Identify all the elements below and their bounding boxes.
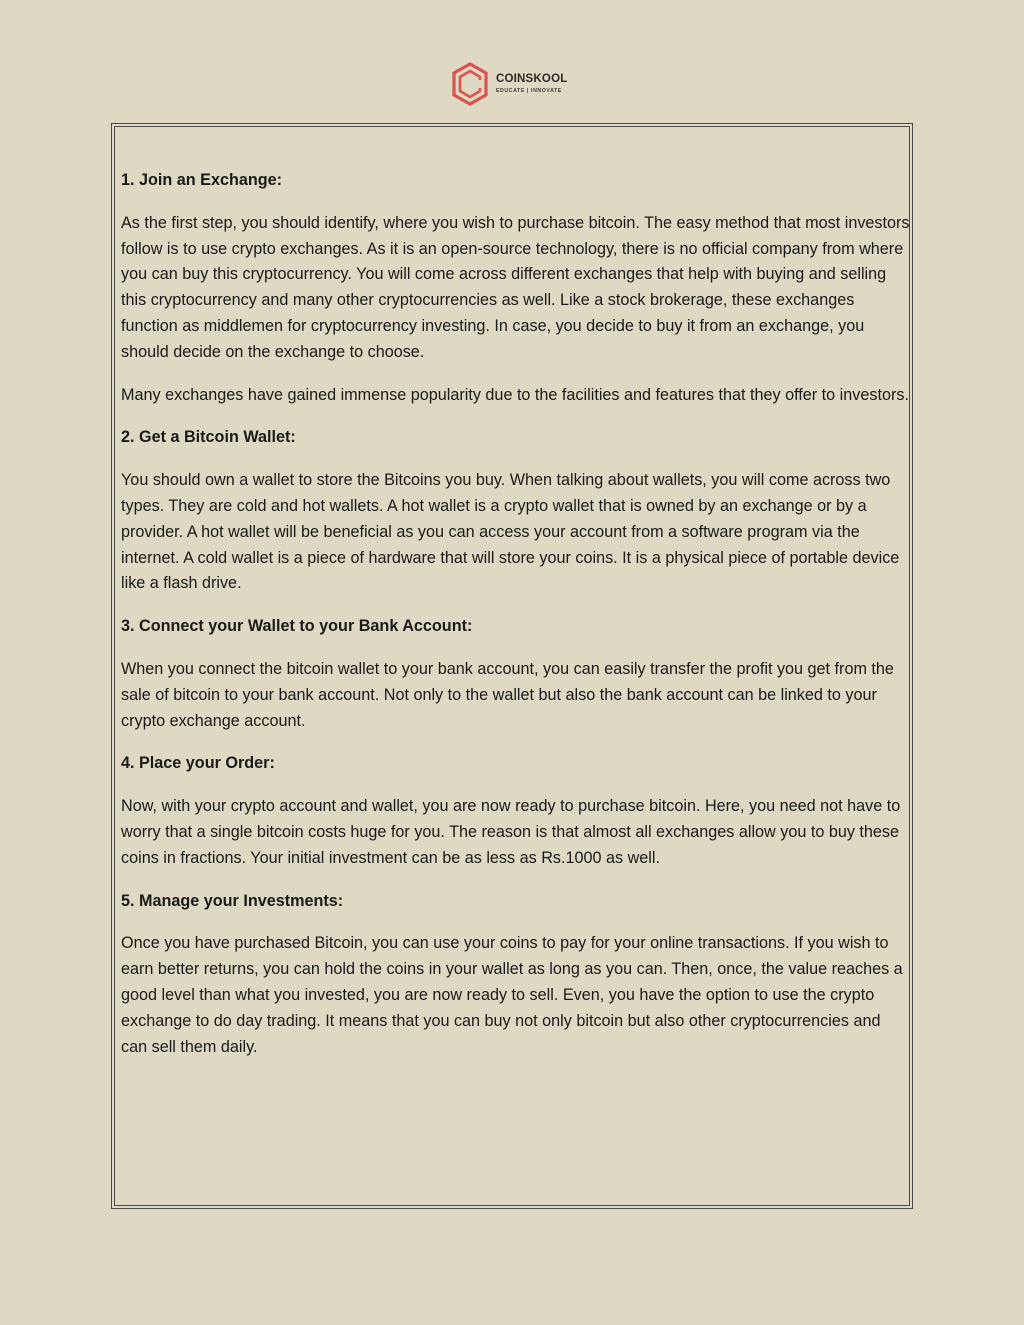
- brand-text: [496, 74, 567, 94]
- section-heading: 4. Place your Order:: [121, 754, 275, 773]
- section-heading: 5. Manage your Investments:: [121, 891, 344, 910]
- section-paragraph: Once you have purchased Bitcoin, you can use your coins to pay for your online transactions. If you wish to earn better returns, you can hold the coins in your wallet as long as you can. Then, once, the value reaches a good level than what you invested, you are now ready to sell. Even, you have the option to use the crypto exchange to do day trading. It means that you can buy not only bitcoin but also other cryptocurrencies and can sell them daily.: [121, 934, 903, 1056]
- section-paragraph: When you connect the bitcoin wallet to your bank account, you can easily transfer the profit you get from the sale of bitcoin to your bank account. Not only to the wallet but also the bank account can be linked to your crypto exchange account.: [121, 659, 894, 730]
- article-body: [121, 168, 911, 1077]
- section-paragraph: You should own a wallet to store the Bitcoins you buy. When talking about wallets, you will come across two types. They are cold and hot wallets. A hot wallet is a crypto wallet that is owned by an exchange or by a provider. A hot wallet will be beneficial as you can access your account from a software program via the internet. A cold wallet is a piece of hardware that will store your coins. It is a physical piece of portable device like a flash drive.: [121, 471, 900, 593]
- brand-logo: [451, 62, 567, 106]
- section-paragraph: Many exchanges have gained immense popularity due to the facilities and features that they offer to investors.: [121, 385, 909, 404]
- section-paragraph: Now, with your crypto account and wallet, you are now ready to purchase bitcoin. Here, you need not have to worry that a single bitcoin costs huge for you. The reason is that almost all exchanges allow you to buy these coins in fractions. Your initial investment can be as less as Rs.1000 as well.: [121, 797, 901, 867]
- brand-tagline: EDUCATE | INNOVATE: [496, 87, 562, 94]
- section-heading: 2. Get a Bitcoin Wallet:: [121, 428, 296, 447]
- brand-name: COINSKOOL: [496, 73, 568, 86]
- section-heading: 1. Join an Exchange:: [121, 171, 283, 189]
- coinskool-logo-icon: [451, 62, 489, 106]
- section-paragraph: As the first step, you should identify, where you wish to purchase bitcoin. The easy method that most investors follow is to use crypto exchanges. As it is an open-source technology, there is no official company from where you can buy this cryptocurrency. You will come across different exchanges that help with buying and selling this cryptocurrency and many other cryptocurrencies as well. Like a stock brokerage, these exchanges function as middlemen for cryptocurrency investing. In case, you decide to buy it from an exchange, you should decide on the exchange to choose.: [121, 213, 910, 361]
- section-heading: 3. Connect your Wallet to your Bank Account:: [121, 617, 473, 636]
